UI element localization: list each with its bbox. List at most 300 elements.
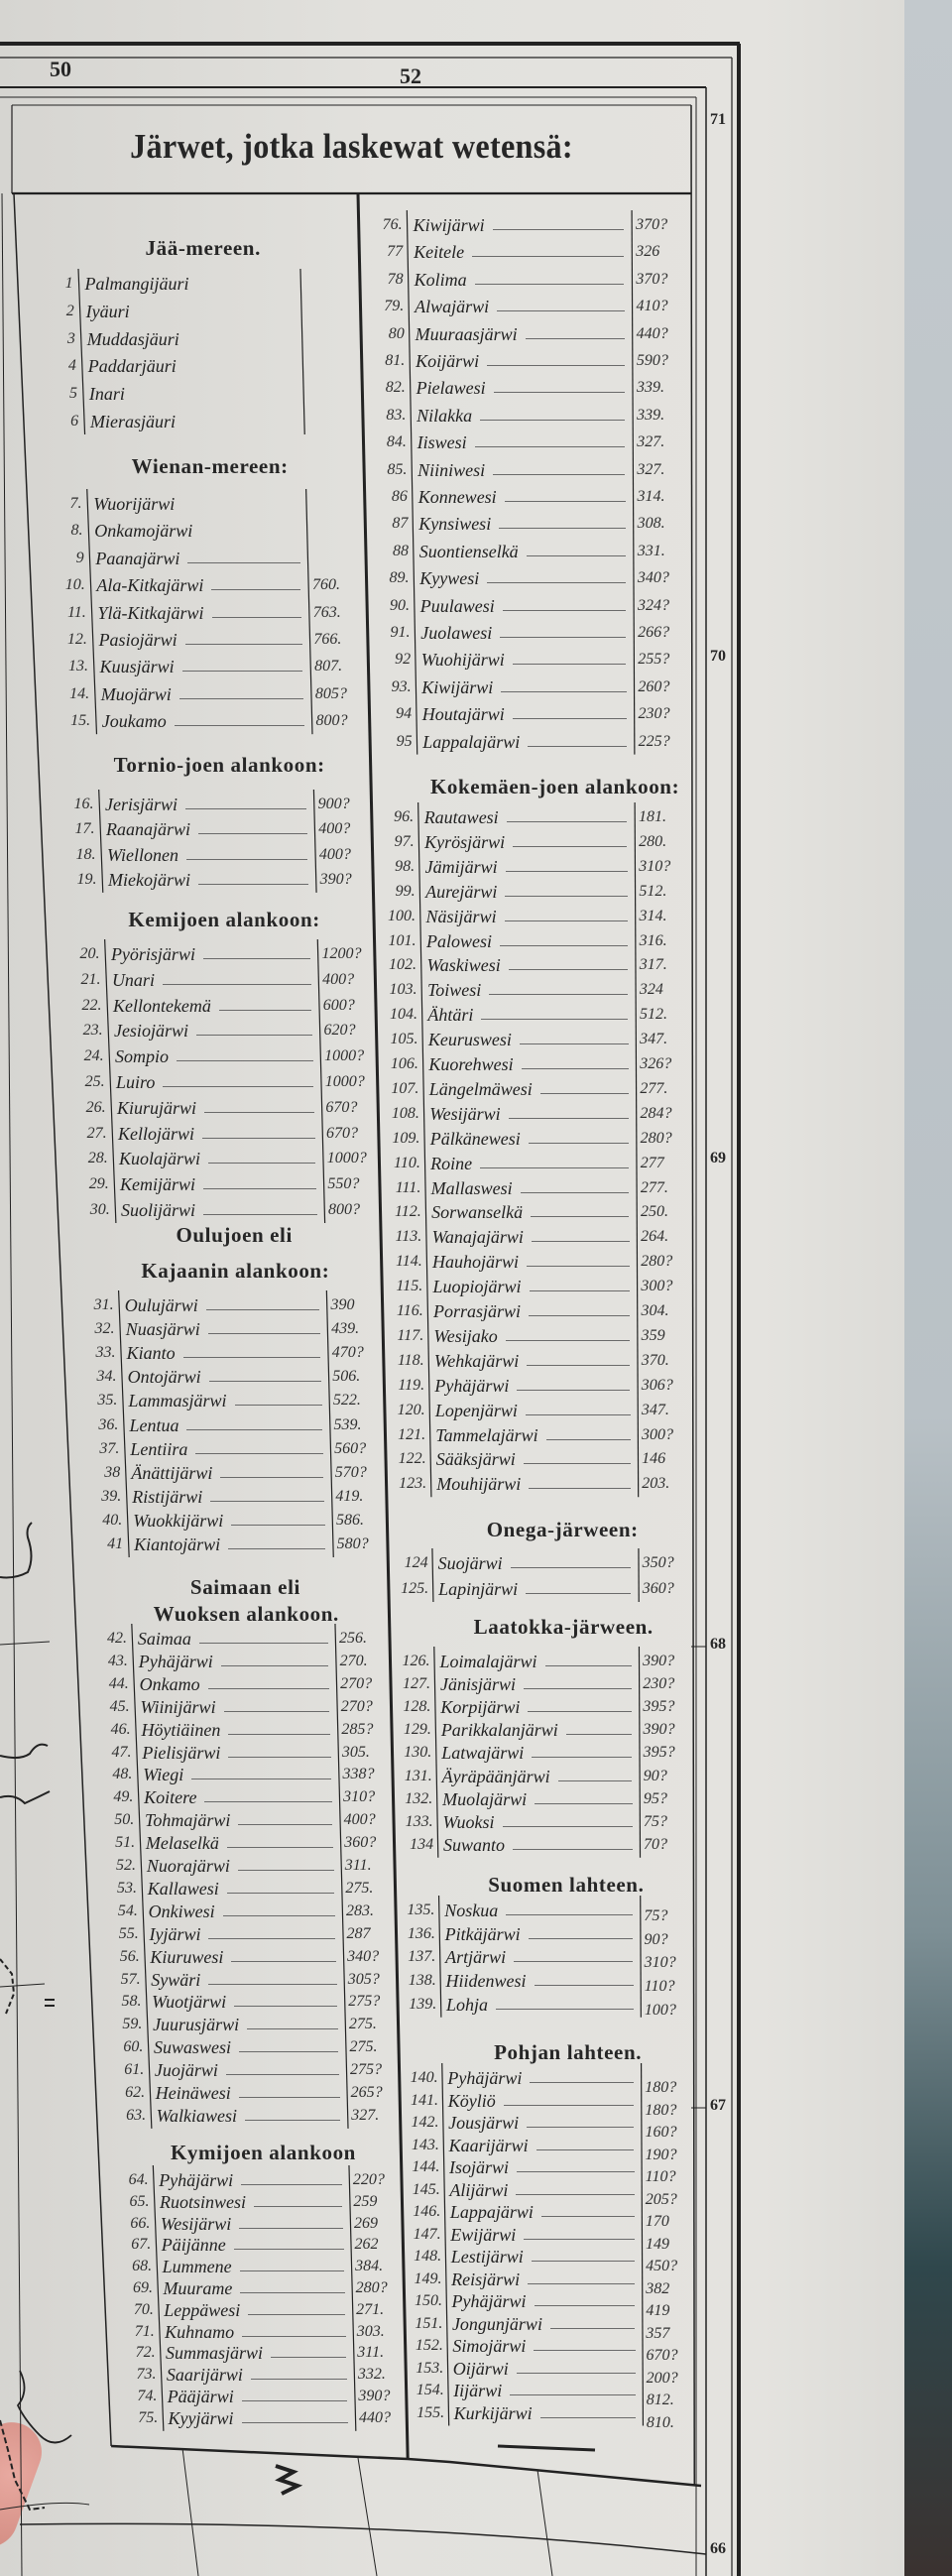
lake-name: Keuruswesi: [427, 1030, 512, 1050]
leader-line: [202, 1138, 315, 1139]
lake-name-cell: [130, 1437, 326, 1461]
lake-number: 135.: [407, 1901, 435, 1918]
lake-name: Nuorajärwi: [146, 1856, 230, 1876]
lake-name: Kurkijärwi: [453, 2402, 533, 2423]
lake-name-cell: [432, 1250, 634, 1274]
lake-elevation: 350?: [642, 1554, 674, 1571]
lake-name: Ähtäri: [427, 1005, 474, 1026]
lake-elevation: 370.: [641, 1351, 669, 1369]
leader-line: [506, 871, 628, 872]
lake-elevation: 308.: [637, 515, 665, 533]
lake-name: Alijärwi: [449, 2179, 509, 2200]
lake-elevation: 419: [646, 2302, 670, 2319]
lake-elevation: 305?: [347, 1970, 380, 1988]
lake-elevation: 440?: [636, 324, 668, 342]
lake-elevation: 275?: [350, 2061, 383, 2079]
lake-elevation: 264.: [641, 1228, 669, 1246]
lake-number: 92: [395, 651, 412, 669]
lake-number: 96.: [394, 808, 415, 825]
lake-name: Nuasjärwi: [125, 1319, 200, 1340]
lake-elevation: 160?: [645, 2124, 677, 2141]
lake-name-cell: [434, 1349, 634, 1373]
lake-number: 29.: [88, 1175, 109, 1193]
lake-name: Toiwesi: [426, 980, 482, 1001]
lake-name: Pasiojärwi: [98, 630, 178, 650]
leader-line: [504, 2105, 634, 2106]
leader-line: [528, 1711, 632, 1712]
leader-line: [221, 1665, 329, 1666]
lake-number: 72.: [135, 2344, 156, 2362]
leader-line: [541, 2216, 635, 2217]
lake-elevation: 395?: [643, 1698, 675, 1716]
lake-name-cell: [125, 1293, 323, 1317]
leader-line: [521, 1192, 630, 1193]
lake-name: Wuotjärwi: [152, 1992, 227, 2013]
lake-name-cell: [131, 1461, 327, 1485]
latitude-label: 71: [710, 111, 726, 128]
leader-line: [493, 474, 625, 475]
lake-elevation: 149: [645, 2235, 669, 2253]
latitude-label: 69: [710, 1150, 726, 1166]
lake-name-cell: [428, 1028, 633, 1051]
lake-name-cell: [107, 843, 311, 867]
lake-name: Onkamo: [139, 1673, 200, 1694]
lake-number: 88: [392, 542, 409, 559]
lake-number: 146.: [413, 2203, 441, 2220]
lake-elevation: 370?: [636, 270, 668, 288]
lake-number: 19.: [76, 870, 97, 888]
lake-name: Kyywesi: [419, 568, 480, 589]
lake-name: Luiro: [115, 1072, 156, 1092]
lake-number: 42.: [106, 1630, 127, 1647]
lake-number: 127.: [402, 1675, 430, 1693]
lake-elevation: 311.: [357, 2344, 385, 2362]
lake-name-cell: [129, 1413, 326, 1437]
leader-line: [199, 1643, 328, 1644]
number-column-divider: [432, 1548, 433, 1602]
leader-line: [540, 2417, 636, 2418]
lake-number: 113.: [395, 1228, 422, 1246]
lake-name-cell: [426, 905, 632, 928]
lake-number: 108.: [391, 1104, 419, 1122]
lake-name-cell: [147, 1854, 338, 1878]
leader-line: [532, 1757, 632, 1758]
lake-name-cell: [159, 2168, 346, 2192]
lake-number: 13.: [67, 658, 88, 675]
lake-name: Pielisjärwi: [142, 1742, 221, 1763]
leader-line: [182, 671, 303, 672]
lake-name-cell: [450, 2200, 639, 2224]
lake-elevation: 338?: [342, 1766, 375, 1783]
lake-name: Kuhnamo: [165, 2321, 235, 2342]
lake-name-cell: [446, 1993, 638, 2017]
lake-elevation: 410?: [636, 298, 668, 315]
lake-name: Saimaa: [137, 1629, 191, 1649]
leader-line: [536, 2149, 635, 2150]
lake-elevation: 277: [640, 1154, 664, 1171]
lake-elevation: 269: [353, 2214, 378, 2232]
lake-name-cell: [96, 573, 304, 597]
lake-elevation: 327.: [351, 2106, 380, 2124]
number-column-divider: [439, 1896, 441, 2018]
lake-number: 70.: [133, 2300, 154, 2318]
lake-name: Juolawesi: [420, 623, 493, 643]
meridian-line: [537, 2470, 552, 2576]
leader-line: [206, 1309, 319, 1310]
lake-elevation: 306?: [641, 1376, 673, 1394]
lake-elevation: 670?: [646, 2347, 678, 2364]
lake-elevation: 439.: [331, 1320, 360, 1338]
leader-line: [163, 984, 311, 985]
lake-name-cell: [438, 1551, 636, 1575]
lake-number: 21.: [80, 970, 101, 988]
lake-elevation: 340?: [637, 569, 669, 587]
lake-elevation: 395?: [643, 1744, 675, 1762]
leader-line: [535, 1803, 632, 1804]
value-column-divider: [642, 2063, 644, 2426]
lake-number: 152.: [415, 2337, 443, 2354]
lake-elevation: 390?: [319, 870, 352, 888]
lake-elevation: 275.: [348, 2016, 377, 2033]
lake-name: Kynsiwesi: [418, 514, 492, 535]
lake-number: 102.: [389, 956, 416, 974]
lake-name: Oijärwi: [452, 2358, 509, 2379]
lake-name-cell: [417, 430, 630, 454]
lake-number: 116.: [396, 1302, 423, 1319]
lake-elevation: 275.: [345, 1879, 374, 1897]
lake-name: Suwaswesi: [153, 2037, 231, 2058]
lake-name-cell: [101, 682, 307, 706]
lake-number: 28.: [87, 1150, 108, 1167]
lake-name-cell: [417, 458, 629, 482]
lake-name-cell: [150, 1945, 340, 1969]
lake-number: 3: [66, 329, 75, 347]
leader-line: [226, 2074, 339, 2075]
leader-line: [516, 2194, 634, 2195]
lake-number: 103.: [389, 981, 417, 999]
lake-name-cell: [415, 268, 629, 292]
lake-name: Sompio: [114, 1046, 169, 1067]
lake-name-cell: [419, 566, 630, 590]
lake-name: Längelmäwesi: [428, 1078, 533, 1099]
map-line: [0, 1984, 45, 1987]
lake-name-cell: [169, 2406, 352, 2430]
lake-number: 98.: [395, 857, 416, 875]
leader-line: [566, 1734, 632, 1735]
leader-line: [241, 2184, 342, 2185]
lake-name-cell: [106, 817, 311, 841]
lake-name: Pielawesi: [416, 378, 486, 399]
lake-elevation: 390?: [643, 1653, 675, 1669]
leader-line: [231, 1525, 324, 1526]
lake-name: Höytiäinen: [141, 1719, 221, 1740]
lake-name: Wuohijärwi: [420, 650, 505, 671]
lake-number: 118.: [397, 1351, 424, 1369]
lake-elevation: 305.: [341, 1743, 370, 1761]
lake-number: 17.: [74, 820, 95, 838]
leader-line: [524, 1463, 631, 1464]
lake-elevation: 265?: [350, 2084, 383, 2101]
section-heading: Wuoksen alankoon.: [153, 1602, 339, 1626]
lake-number: 136.: [407, 1924, 435, 1942]
lake-name-cell: [129, 1389, 326, 1412]
lake-name-cell: [416, 349, 629, 373]
lake-name: Wiellonen: [107, 844, 178, 865]
lake-elevation: 146: [642, 1450, 666, 1468]
lake-number: 25.: [84, 1073, 105, 1090]
lake-number: 30.: [89, 1201, 110, 1218]
lake-name-cell: [434, 1374, 634, 1398]
leader-line: [481, 1019, 628, 1020]
lake-elevation: 359: [641, 1326, 665, 1344]
lake-name: Jerisjärwi: [105, 795, 178, 814]
lake-name: Pääjärwi: [167, 2387, 234, 2406]
lake-elevation: 180?: [645, 2101, 677, 2119]
lake-number: 97.: [394, 832, 415, 850]
lake-number: 38: [104, 1463, 121, 1481]
lake-number: 155.: [416, 2403, 445, 2421]
lake-number: 87: [392, 515, 409, 533]
lake-elevation: 110?: [645, 2168, 676, 2185]
lake-number: 26.: [85, 1098, 106, 1116]
lake-name-cell: [422, 730, 631, 754]
lake-number: 137.: [408, 1948, 436, 1966]
lake-number: 109.: [392, 1129, 420, 1147]
lake-name: Jänisjärwi: [439, 1674, 516, 1695]
section-heading: Suomen lahteen.: [488, 1873, 645, 1897]
lake-name-cell: [105, 793, 310, 816]
lake-elevation: 670?: [326, 1124, 359, 1142]
lake-elevation: 277.: [640, 1079, 668, 1097]
leader-line: [513, 846, 627, 847]
lake-name-cell: [90, 410, 300, 433]
lake-name-cell: [424, 805, 632, 829]
leader-line: [163, 1086, 313, 1087]
lake-name-cell: [132, 1485, 328, 1509]
leader-line: [203, 1188, 316, 1189]
lake-elevation: 347.: [640, 1031, 668, 1048]
lake-number: 62.: [125, 2084, 146, 2101]
lake-elevation: 300?: [641, 1278, 673, 1295]
lake-name: Sääksjärwi: [435, 1449, 516, 1470]
lake-name: Kellontekemä: [112, 995, 211, 1016]
lake-name-cell: [148, 1877, 339, 1901]
lake-name-cell: [424, 830, 631, 854]
leader-line: [238, 1824, 332, 1825]
lake-number: 132.: [405, 1789, 433, 1807]
lake-elevation: 287: [346, 1924, 371, 1942]
leader-line: [535, 1985, 634, 1986]
lake-name: Niiniwesi: [417, 459, 486, 480]
lake-name-cell: [418, 512, 630, 536]
lake-elevation: 586.: [335, 1511, 364, 1529]
section-heading: Kajaanin alankoon:: [141, 1259, 330, 1283]
map-letter-symbol-icon: [276, 2466, 298, 2494]
lake-name-cell: [144, 1785, 336, 1809]
lake-number: 51.: [115, 1834, 136, 1852]
lake-elevation: 181.: [639, 808, 667, 825]
lake-name: Joukamo: [101, 711, 167, 732]
value-column-divider: [635, 802, 639, 1497]
leader-line: [529, 1143, 629, 1144]
lake-number: 10.: [64, 576, 85, 594]
map-line: [0, 1642, 50, 1645]
lake-number: 134: [410, 1835, 434, 1853]
lake-name-cell: [149, 1922, 339, 1946]
lake-number: 154.: [416, 2382, 444, 2398]
lake-number: 120.: [397, 1401, 425, 1418]
lake-elevation: 75?: [643, 1812, 667, 1830]
leader-line: [505, 920, 628, 921]
leader-line: [177, 1060, 313, 1061]
lake-name: Pyhäjärwi: [447, 2068, 523, 2088]
leader-line: [526, 1593, 631, 1594]
lake-name-cell: [430, 1127, 633, 1151]
lake-number: 151.: [415, 2314, 443, 2332]
lake-elevation: 100?: [644, 2001, 676, 2019]
lake-name: Rautawesi: [423, 807, 499, 827]
lake-name: Suolijärwi: [121, 1200, 196, 1220]
leader-line: [487, 582, 626, 583]
lake-name-cell: [162, 2233, 348, 2257]
parallel-66-line: [20, 2523, 706, 2554]
leader-line: [527, 1365, 630, 1366]
lake-elevation: 390: [330, 1296, 355, 1313]
lake-number: 50.: [114, 1811, 135, 1829]
leader-line: [527, 555, 626, 556]
river-icon: [0, 1745, 48, 1758]
lake-name: Hiidenwesi: [445, 1971, 527, 1992]
lake-number: 86: [391, 488, 408, 505]
lake-name-cell: [100, 655, 307, 678]
leader-line: [179, 698, 303, 699]
leader-line: [535, 2305, 636, 2306]
lake-name: Wehkajärwi: [433, 1350, 520, 1371]
lake-number: 110.: [394, 1154, 420, 1171]
leader-line: [247, 2028, 338, 2029]
lake-number: 111.: [395, 1178, 421, 1196]
lake-name-cell: [418, 485, 630, 509]
lake-name-cell: [128, 1365, 325, 1389]
lake-number: 9: [75, 549, 84, 566]
lake-elevation: 230?: [643, 1675, 675, 1693]
meridian-line: [358, 2458, 377, 2576]
lake-name: Roine: [430, 1153, 473, 1173]
lake-elevation: 450?: [646, 2258, 678, 2274]
lake-name: Kolima: [414, 269, 467, 290]
lake-name: Suojärwi: [437, 1553, 503, 1573]
leader-line: [204, 1112, 314, 1113]
lake-elevation: 283.: [345, 1901, 374, 1919]
lake-elevation: 800?: [315, 712, 348, 730]
lake-elevation: 170: [645, 2213, 669, 2230]
lake-name-cell: [453, 2379, 640, 2402]
lake-elevation: 90?: [644, 1930, 668, 1948]
lake-number: 124: [404, 1554, 428, 1571]
leader-line: [480, 420, 625, 421]
lake-number: 2: [65, 302, 74, 319]
lake-name-cell: [163, 2255, 349, 2278]
leader-line: [234, 2249, 344, 2250]
lake-number: 82.: [385, 379, 406, 397]
lake-number: 47.: [111, 1743, 132, 1761]
lake-elevation: 620?: [323, 1022, 356, 1040]
lake-name: Tammelajärwi: [435, 1424, 538, 1445]
number-column-divider: [407, 210, 416, 755]
lake-elevation: 256.: [338, 1630, 367, 1647]
lake-elevation: 310?: [343, 1788, 376, 1806]
lake-name: Lapinjärwi: [438, 1579, 519, 1599]
leader-line: [209, 1381, 321, 1382]
leader-line: [203, 958, 310, 959]
lake-name: Jousjärwi: [448, 2113, 520, 2133]
lake-elevation: 400?: [343, 1811, 376, 1829]
lake-number: 68.: [132, 2258, 153, 2275]
lake-elevation: 800?: [328, 1201, 361, 1218]
lake-number: 24.: [83, 1047, 104, 1065]
lake-name: Kyrösjärwi: [424, 831, 506, 852]
leader-line: [487, 365, 625, 366]
lake-number: 89.: [389, 569, 410, 587]
lake-elevation: 270.: [339, 1652, 368, 1669]
lake-number: 53.: [116, 1879, 137, 1897]
leader-line: [238, 1870, 334, 1871]
leader-line: [480, 1167, 629, 1168]
leader-line: [532, 1241, 630, 1242]
number-column-divider: [99, 790, 103, 893]
lake-name-cell: [438, 1577, 635, 1601]
lake-name-cell: [141, 1695, 334, 1719]
leader-line: [198, 833, 307, 834]
lake-name: Lopenjärwi: [434, 1400, 518, 1420]
lake-name-cell: [451, 2268, 639, 2291]
lake-number: 55.: [118, 1924, 139, 1942]
lake-elevation: 763.: [312, 603, 341, 621]
lake-elevation: 550?: [327, 1175, 360, 1193]
latitude-label: 67: [710, 2097, 726, 2114]
lake-name: Simojärwi: [452, 2336, 527, 2356]
leader-line: [532, 2261, 635, 2262]
lake-elevation: 310?: [644, 1954, 676, 1972]
section-heading: Oulujoen eli: [176, 1223, 293, 1247]
section-heading: Wienan-mereen:: [131, 454, 289, 478]
lake-name-cell: [140, 1672, 333, 1696]
lake-name: Wiegi: [143, 1765, 184, 1785]
lake-name-cell: [153, 2013, 342, 2036]
lake-elevation: 260?: [638, 677, 670, 695]
lake-name-cell: [449, 2134, 639, 2157]
leader-line: [510, 2394, 636, 2395]
lake-number: 115.: [396, 1278, 423, 1295]
leader-line: [242, 2400, 348, 2401]
lake-name-cell: [112, 968, 315, 992]
leader-line: [248, 2314, 345, 2315]
lake-name: Porrasjärwi: [432, 1301, 521, 1321]
lake-name-cell: [167, 2363, 351, 2387]
lake-number: 15.: [70, 712, 91, 730]
lake-elevation: 70?: [644, 1835, 668, 1853]
lake-name-cell: [441, 1718, 636, 1742]
lake-elevation: 275?: [348, 1993, 381, 2011]
lake-number: 143.: [411, 2136, 439, 2153]
lake-number: 23.: [82, 1022, 103, 1040]
lake-elevation: 90?: [643, 1767, 667, 1784]
lake-number: 80: [388, 324, 405, 342]
lake-number: 79.: [384, 298, 405, 315]
lake-number: 147.: [413, 2225, 441, 2243]
lake-name: Pyhäjärwi: [159, 2170, 234, 2190]
leader-line: [513, 718, 627, 719]
